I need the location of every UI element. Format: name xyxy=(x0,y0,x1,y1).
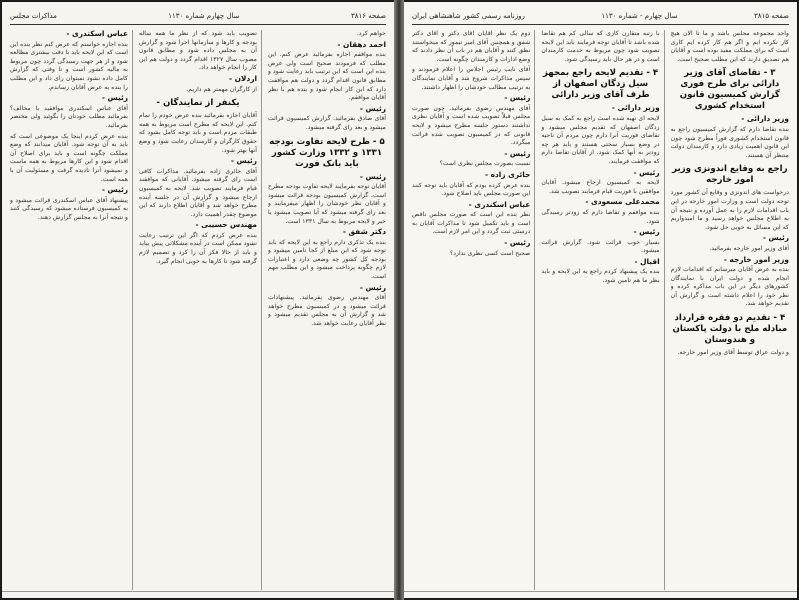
speaker-name: رئیس - xyxy=(633,167,660,177)
paragraph: بنده موافقم اجازه بفرمائید عرض کنم. این مطلب که فرمودند صحیح است ولی عرض بنده این است که این ترتیب باید رعایت شود و مطابق قانون اقدام گردد و دولت هم موافقت دارد که این کار انجام شود و بنده هم با نظر آقایان موافقم. xyxy=(268,51,386,102)
speaker-name: رئیس - xyxy=(633,227,660,237)
paragraph: با رتبه متقارن کاری که سالی کم هم تقاضا شده باشد تا آقایان توجه فرمایند باید این لایحه تصویب شود چون مربوط به خدمت کارمندان است و در هر حال باید رسیدگی شود. xyxy=(541,30,660,63)
right-newspaper-title: روزنامه رسمی کشور شاهنشاهی ایران xyxy=(412,12,525,20)
paragraph: آقای نایب رئیس اجلاس را اعلام فرمودند و سپس مذاکرات شروع شد و آقایان نمایندگان به ترتیب مطالب خودشان را اظهار داشتند. xyxy=(412,66,531,91)
page-gutter xyxy=(394,0,404,600)
left-page-footline xyxy=(2,591,394,596)
speaker-name: رئیس - xyxy=(359,282,386,292)
left-column-1 xyxy=(268,30,386,590)
speaker-name: عباس اسکندری - xyxy=(66,30,128,38)
paragraph: آقای مهندس رضوی بفرمائید. چون صورت مجلس قبلاً تصویب شده است و آقایان نظری نداشتند دستور جلسه مطرح میشود و لایحه قانونی که در کمیسیون تصویب شده قرائت میگردد. xyxy=(412,104,531,147)
right-issue-label: سال چهارم - شماره ۱۱۳۰ xyxy=(601,12,678,20)
section-heading: ۴ - تقدیم لایحه راجع بمجهز سیل زدگان اصفهان از طرف آقای وزیر دارائی xyxy=(542,68,659,101)
left-issue-label: سال چهارم شماره ۱۱۳۰ xyxy=(168,12,240,20)
right-column-2 xyxy=(541,30,664,590)
speaker-name: رئیس - xyxy=(359,103,386,113)
paragraph: آقای عباس اسکندری موافقید یا مخالف؟ بفرمائید مطلب خودتان را بگوئید ولی مختصر بفرمائید. xyxy=(10,104,128,129)
speaker-name: حائری زاده - xyxy=(484,169,531,179)
paragraph: لایحه به کمیسیون ارجاع میشود. آقایان موافقین با فوریت قیام فرمایند تصویب شد. xyxy=(541,179,660,195)
paragraph: آقایان اجازه بفرمائید بنده عرض خودم را تمام کنم. این لایحه که مطرح است مربوط به همه طبقات مردم است و باید توجه کامل بشود که حقوق کارگران و کارمندان رعایت شود و وضع آنها بهتر شود. xyxy=(139,112,257,154)
paragraph: آقای وزیر امور خارجه بفرمائید. xyxy=(709,244,789,252)
right-column-1 xyxy=(671,30,789,590)
paragraph: بسیار خوب قرائت شود. گزارش قرائت میشود. xyxy=(541,238,660,255)
speaker-name: وزیر دارائی - xyxy=(611,103,660,113)
speaker-name: رئیس - xyxy=(359,171,386,181)
speaker-name: عباس اسکندری - xyxy=(468,199,531,209)
paragraph: بنده عرض کردم که اگر این ترتیب رعایت نشود ممکن است در آینده مشکلاتی پیش بیاید و باید از حالا فکر آن را کرد و تصمیم لازم گرفته شود تا کارها به خوبی انجام گیرد. xyxy=(139,231,257,265)
paragraph: واحد مجموعه مجلس باشد و ما تا الان هیچ کار نکرده ایم و اگر هم کار کرده ایم کاری است که برای مملکت مفید بوده است و آقایان هم تصدیق دارند که این مطلب صحیح است. xyxy=(670,30,789,63)
right-page-footline xyxy=(404,591,797,596)
paragraph: و دولت عراق توسط آقای وزیر امور خارجه. xyxy=(677,349,789,357)
paragraph: تصویب باید شود که از نظر ما همه ساله بودجه و کارها و سازمانها اجرا شود و گزارش آن به مجلس داده شود و مطابق قانون مصوب سال ۱۳۲۷ اقدام گردد و دولت هم این کار را انجام خواهد داد. xyxy=(139,30,257,72)
paragraph: بنده تقاضا دارم که گزارش کمیسیون راجع به قانون استخدام کشوری فوراً مطرح شود چون این قانون اهمیت زیادی دارد و کارمندان دولت منتظر آن هستند. xyxy=(670,125,789,159)
paragraph: آقای مهندس رضوی بفرمائید. پیشنهادات قرائت میشود و در کمیسیون مطرح خواهد شد و گزارش آن به مجلس تقدیم میشود و نظر آقایان رعایت خواهد شد. xyxy=(268,294,386,328)
speaker-name: رئیس - xyxy=(230,156,257,166)
speaker-name: دکتر شفق - xyxy=(342,227,386,237)
paragraph: بنده عرض کرده بودم که آقایان باید توجه کنند این صورت مجلس باید اصلاح شود. xyxy=(412,181,531,198)
paragraph: بنده به عرض آقایان میرسانم که اقدامات لازم انجام شده و دولت ایران با نمایندگان کشورهای دیگر در این باب مذاکره کرده و نظر خود را اعلام داشته است و گزارش آن تقدیم خواهد شد. xyxy=(670,266,789,308)
paragraph: درخواست های اندونزی و وقایع آن کشور مورد توجه دولت است و وزارت امور خارجه در این باب اقدامات لازم را به عمل آورده و نتیجه آن به اطلاع مجلس خواهد رسید و ما امیدواریم که این مسائل به خوبی حل شود. xyxy=(670,189,789,231)
speaker-name: اردلان - xyxy=(228,73,257,83)
speaker-name: اقبال - xyxy=(634,256,660,266)
speaker-name: محمدعلی مسعودی - xyxy=(585,197,660,207)
speaker-name: رئیس - xyxy=(762,233,789,243)
right-page-columns xyxy=(412,30,789,590)
section-heading: ۵ - طرح لایحه تفاوت بودجه ۱۳۳۱ و ۱۳۳۲ وزارت کشور باید بانک فورت xyxy=(269,136,385,169)
speaker-name: رئیس - xyxy=(101,185,128,195)
right-page xyxy=(404,2,797,598)
section-heading: ۴ - تقدیم دو فقره قرارداد مبادله ملح با دولت پاکستان و هندوستان xyxy=(672,313,788,346)
left-column-3 xyxy=(10,30,133,590)
speaker-name: وزیر دارائی - xyxy=(741,114,789,124)
left-column-2 xyxy=(139,30,262,590)
section-heading: یکنفر از نمایندگان - xyxy=(156,98,240,109)
left-page xyxy=(2,2,394,598)
paragraph: آقای صادق بفرمائید. گزارش کمیسیون قرائت میشود و بعد رای گرفته میشود. xyxy=(268,115,386,131)
paragraph: بنده موافقم و تقاضا دارم که زودتر رسیدگی شود. xyxy=(541,208,660,225)
paragraph: پیشنهاد آقای عباس اسکندری قرائت میشود و به کمیسیون فرستاده میشود که رسیدگی کنند و نتیجه آنرا به مجلس گزارش دهند. xyxy=(10,196,128,221)
left-section-title: مذاکرات مجلس xyxy=(10,12,57,20)
left-page-number: صفحه ۳۸۱۶ xyxy=(350,12,386,20)
paragraph: بنده عرض کردم اینجا یک موضوعی است که باید به آن توجه شود. آقایان میدانند که وضع مملکت چگونه است و باید برای اصلاح آن اقدام شود و این کارها مربوط به همه ماست و نمیشود آنرا نادیده گرفت و مسئولیت آن با همه است. xyxy=(10,132,128,183)
right-page-number: صفحه ۳۸۱۵ xyxy=(753,12,789,20)
left-page-header xyxy=(10,8,386,25)
paragraph: آقایان توجه بفرمایند لایحه تفاوت بودجه مطرح است. گزارش کمیسیون بودجه قرائت میشود و آقایان نظر خودشان را اظهار میفرمایند و بعد رای گرفته میشود که آیا تصویب میشود یا خیر و لایحه مربوط به سال ۱۳۳۱ است. xyxy=(268,183,386,225)
speaker-name: رئیس - xyxy=(504,148,531,158)
paragraph: از کارگران مهمتر هم داریم. xyxy=(186,85,257,93)
paragraph: بنده یک پیشنهاد کردم راجع به این لایحه و باید نظر ما هم تامین شود. xyxy=(541,268,660,285)
left-page-columns xyxy=(10,30,386,590)
right-column-3 xyxy=(412,30,535,590)
speaker-name: رئیس - xyxy=(504,238,531,248)
paragraph: لایحه ای تهیه شده است راجع به کمک به سیل زدگان اصفهان که تقدیم مجلس میشود و تقاضای فوریت آنرا دارم چون مردم آن ناحیه در وضع بسیار سختی هستند و باید هر چه زودتر به آنها کمک شود. از آقایان تقاضا دارم که موافقت فرمایند. xyxy=(541,114,660,165)
right-page-header xyxy=(412,8,789,25)
paragraph: آقای حائری زاده بفرمائید. مذاکرات کافی است رای گرفته میشود. آقایانی که موافقند قیام فرمایند تصویب شد. لایحه به کمیسیون ارجاع میشود و گزارش آن در جلسه آینده مطرح خواهد شد و آقایان اطلاع دارند که این موضوع چقدر اهمیت دارد. xyxy=(139,167,257,218)
paragraph: نسبت بصورت مجلس نظری است؟ xyxy=(439,160,531,168)
paragraph: بنده یک تذکری دارم راجع به این لایحه که باید توجه شود که این مبلغ از کجا تامین میشود و بودجه کل کشور چه وضعی دارد و اعتبارات لازم چگونه پرداخت میشود و این مطلب مهم است. xyxy=(268,238,386,281)
paragraph: خواهم کرد. xyxy=(356,30,386,37)
paragraph: دوم یک نظر آقایان آقای دکتر و آقای دکتر شفق و همچنین آقای امیر تیمور که میخواستند نطق کنند و آقایان هم در باب آن نظر دادند که وضع ادارات و کارمندان چگونه است. xyxy=(412,30,531,63)
paragraph: صحیح است کسی نظری ندارد؟ xyxy=(449,249,531,257)
paragraph: بنده اجازه خواستم که عرض کنم نظر بنده این است که این لایحه باید با دقت بیشتری مطالعه شود و از هر جهت رسیدگی گردد چون مربوط به مالیه کشور است و تا وقتی که گزارش کامل داده نشود نمیتوان رای داد و این مطلب را بنده به عرض آقایان رساندم. xyxy=(10,40,128,91)
section-heading: راجع به وقایع اندونزی وزیر امور خارجه xyxy=(672,164,788,186)
speaker-name: رئیس - xyxy=(504,93,531,103)
section-heading: ۳ - تقاضای آقای وزیر دارائی برای طرح فوری گزارش کمیسیون قانون استخدام کشوری xyxy=(679,68,780,112)
speaker-name: رئیس - xyxy=(101,93,128,103)
speaker-name: مهندس حسیبی - xyxy=(195,220,257,230)
speaker-name: وزیر امور خارجه - xyxy=(723,254,789,264)
paragraph: نظر بنده این است که صورت مجلس ناقص است و باید تکمیل شود تا مذاکرات آقایان به درستی ثبت گردد و این امر لازم است. xyxy=(412,211,531,236)
speaker-name: احمد دهقان - xyxy=(337,39,386,49)
